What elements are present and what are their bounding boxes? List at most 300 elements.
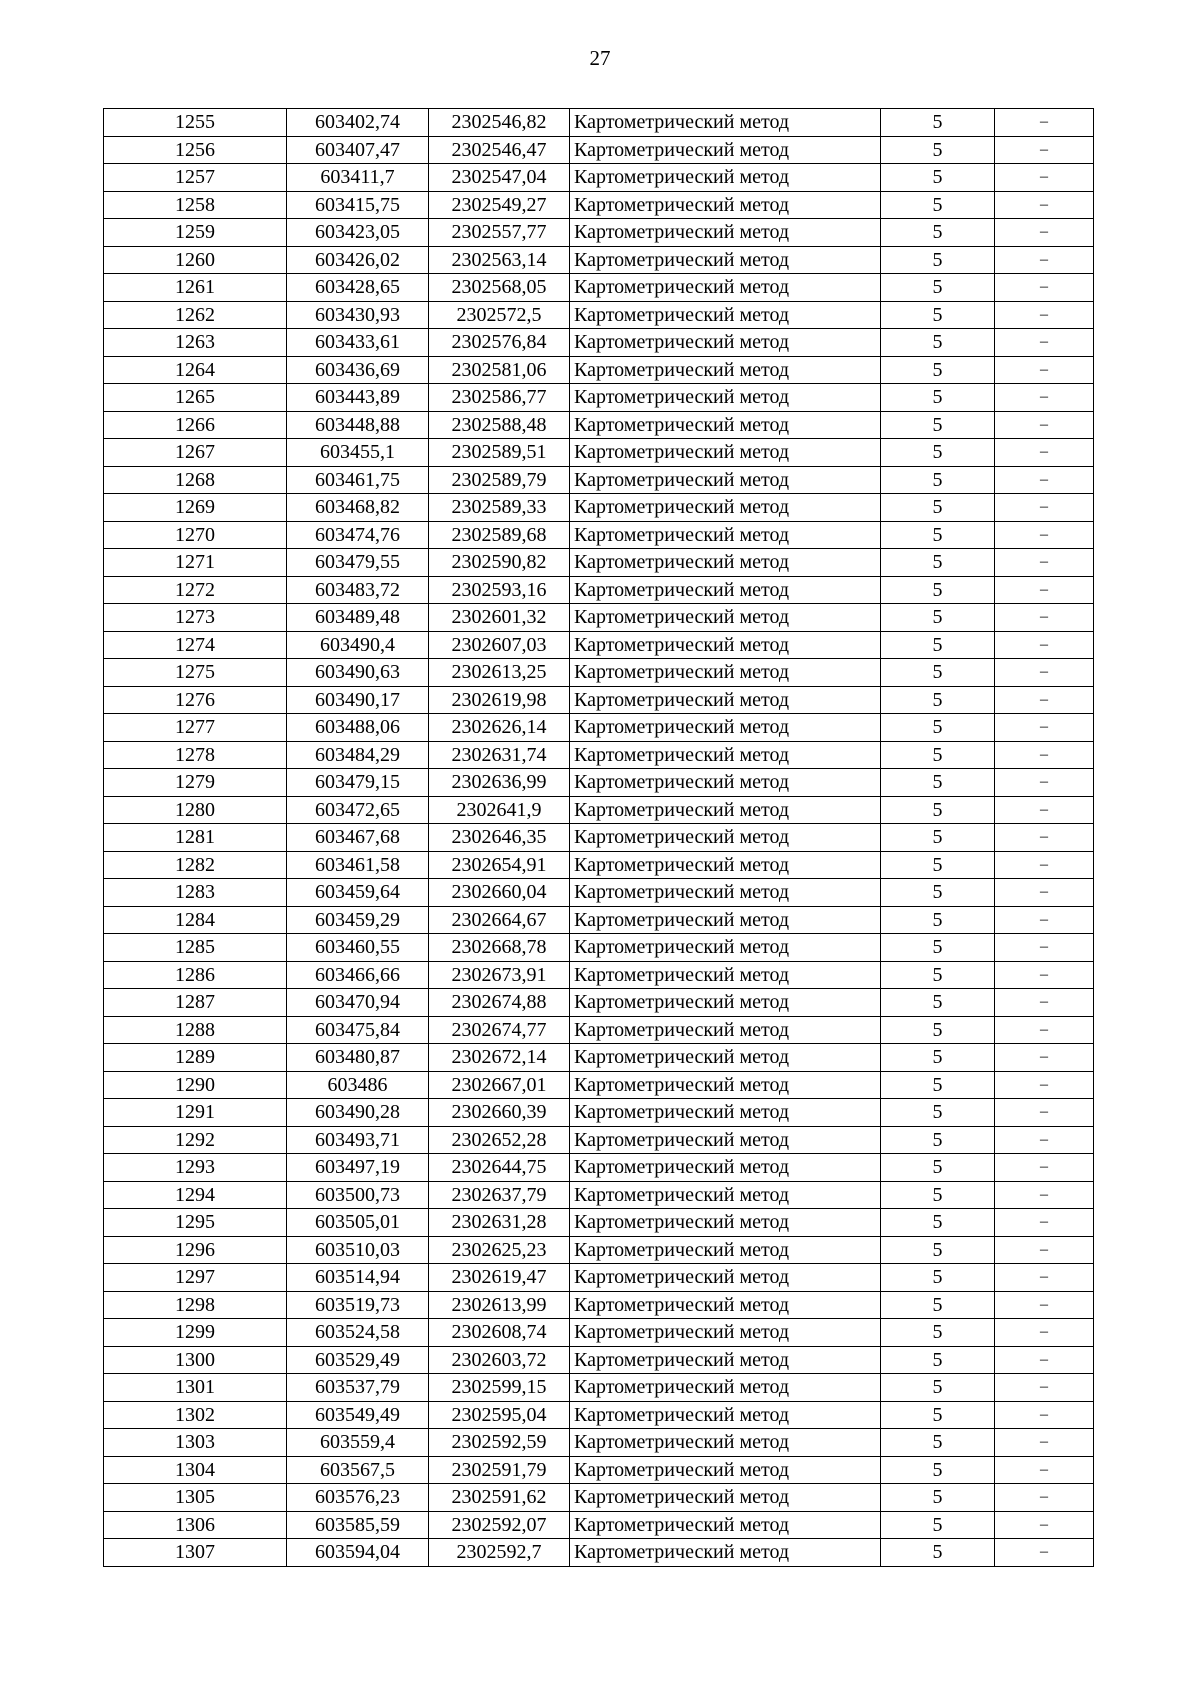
x-coordinate-cell: 603479,55 <box>287 549 429 577</box>
note-cell: – <box>995 109 1094 137</box>
accuracy-cell: 5 <box>881 769 995 797</box>
table-row <box>104 136 1094 164</box>
y-coordinate-cell: 2302591,62 <box>429 1484 570 1512</box>
table-row <box>104 466 1094 494</box>
note-cell: – <box>995 164 1094 192</box>
note-cell: – <box>995 384 1094 412</box>
x-coordinate-cell: 603594,04 <box>287 1539 429 1567</box>
note-cell: – <box>995 1181 1094 1209</box>
y-coordinate-cell: 2302601,32 <box>429 604 570 632</box>
note-cell: – <box>995 466 1094 494</box>
method-cell: Картометрический метод <box>570 1181 881 1209</box>
method-cell: Картометрический метод <box>570 1016 881 1044</box>
table-row <box>104 1319 1094 1347</box>
x-coordinate-cell: 603426,02 <box>287 246 429 274</box>
note-cell: – <box>995 1071 1094 1099</box>
method-cell: Картометрический метод <box>570 879 881 907</box>
x-coordinate-cell: 603433,61 <box>287 329 429 357</box>
note-cell: – <box>995 136 1094 164</box>
x-coordinate-cell: 603474,76 <box>287 521 429 549</box>
note-cell: – <box>995 961 1094 989</box>
point-number-cell: 1282 <box>104 851 287 879</box>
x-coordinate-cell: 603428,65 <box>287 274 429 302</box>
x-coordinate-cell: 603460,55 <box>287 934 429 962</box>
x-coordinate-cell: 603411,7 <box>287 164 429 192</box>
y-coordinate-cell: 2302636,99 <box>429 769 570 797</box>
accuracy-cell: 5 <box>881 301 995 329</box>
accuracy-cell: 5 <box>881 384 995 412</box>
x-coordinate-cell: 603443,89 <box>287 384 429 412</box>
point-number-cell: 1298 <box>104 1291 287 1319</box>
note-cell: – <box>995 1346 1094 1374</box>
method-cell: Картометрический метод <box>570 796 881 824</box>
y-coordinate-cell: 2302591,79 <box>429 1456 570 1484</box>
note-cell: – <box>995 686 1094 714</box>
y-coordinate-cell: 2302590,82 <box>429 549 570 577</box>
note-cell: – <box>995 219 1094 247</box>
y-coordinate-cell: 2302673,91 <box>429 961 570 989</box>
note-cell: – <box>995 1456 1094 1484</box>
x-coordinate-cell: 603505,01 <box>287 1209 429 1237</box>
table-row <box>104 521 1094 549</box>
coordinates-table <box>103 108 1094 1567</box>
note-cell: – <box>995 1539 1094 1567</box>
point-number-cell: 1306 <box>104 1511 287 1539</box>
accuracy-cell: 5 <box>881 961 995 989</box>
x-coordinate-cell: 603490,4 <box>287 631 429 659</box>
accuracy-cell: 5 <box>881 356 995 384</box>
table-row <box>104 631 1094 659</box>
x-coordinate-cell: 603470,94 <box>287 989 429 1017</box>
point-number-cell: 1296 <box>104 1236 287 1264</box>
accuracy-cell: 5 <box>881 1071 995 1099</box>
table-row <box>104 576 1094 604</box>
y-coordinate-cell: 2302646,35 <box>429 824 570 852</box>
method-cell: Картометрический метод <box>570 1319 881 1347</box>
point-number-cell: 1263 <box>104 329 287 357</box>
y-coordinate-cell: 2302589,33 <box>429 494 570 522</box>
table-row <box>104 1264 1094 1292</box>
accuracy-cell: 5 <box>881 714 995 742</box>
accuracy-cell: 5 <box>881 466 995 494</box>
x-coordinate-cell: 603500,73 <box>287 1181 429 1209</box>
accuracy-cell: 5 <box>881 1319 995 1347</box>
note-cell: – <box>995 1264 1094 1292</box>
y-coordinate-cell: 2302660,04 <box>429 879 570 907</box>
point-number-cell: 1264 <box>104 356 287 384</box>
table-row <box>104 109 1094 137</box>
method-cell: Картометрический метод <box>570 1511 881 1539</box>
x-coordinate-cell: 603514,94 <box>287 1264 429 1292</box>
accuracy-cell: 5 <box>881 1236 995 1264</box>
accuracy-cell: 5 <box>881 439 995 467</box>
method-cell: Картометрический метод <box>570 466 881 494</box>
point-number-cell: 1281 <box>104 824 287 852</box>
table-row <box>104 961 1094 989</box>
point-number-cell: 1303 <box>104 1429 287 1457</box>
table-row <box>104 246 1094 274</box>
point-number-cell: 1287 <box>104 989 287 1017</box>
accuracy-cell: 5 <box>881 136 995 164</box>
note-cell: – <box>995 191 1094 219</box>
point-number-cell: 1299 <box>104 1319 287 1347</box>
y-coordinate-cell: 2302660,39 <box>429 1099 570 1127</box>
accuracy-cell: 5 <box>881 191 995 219</box>
note-cell: – <box>995 1016 1094 1044</box>
method-cell: Картометрический метод <box>570 1154 881 1182</box>
table-row <box>104 1456 1094 1484</box>
accuracy-cell: 5 <box>881 494 995 522</box>
method-cell: Картометрический метод <box>570 851 881 879</box>
table-row <box>104 329 1094 357</box>
note-cell: – <box>995 934 1094 962</box>
accuracy-cell: 5 <box>881 824 995 852</box>
y-coordinate-cell: 2302641,9 <box>429 796 570 824</box>
accuracy-cell: 5 <box>881 1209 995 1237</box>
accuracy-cell: 5 <box>881 1126 995 1154</box>
method-cell: Картометрический метод <box>570 961 881 989</box>
method-cell: Картометрический метод <box>570 356 881 384</box>
x-coordinate-cell: 603461,58 <box>287 851 429 879</box>
method-cell: Картометрический метод <box>570 191 881 219</box>
x-coordinate-cell: 603489,48 <box>287 604 429 632</box>
table-row <box>104 1346 1094 1374</box>
table-row <box>104 1044 1094 1072</box>
note-cell: – <box>995 549 1094 577</box>
x-coordinate-cell: 603488,06 <box>287 714 429 742</box>
method-cell: Картометрический метод <box>570 1484 881 1512</box>
method-cell: Картометрический метод <box>570 659 881 687</box>
note-cell: – <box>995 576 1094 604</box>
method-cell: Картометрический метод <box>570 136 881 164</box>
note-cell: – <box>995 521 1094 549</box>
table-row <box>104 686 1094 714</box>
accuracy-cell: 5 <box>881 1016 995 1044</box>
note-cell: – <box>995 851 1094 879</box>
x-coordinate-cell: 603459,29 <box>287 906 429 934</box>
y-coordinate-cell: 2302607,03 <box>429 631 570 659</box>
note-cell: – <box>995 604 1094 632</box>
method-cell: Картометрический метод <box>570 109 881 137</box>
y-coordinate-cell: 2302631,74 <box>429 741 570 769</box>
method-cell: Картометрический метод <box>570 411 881 439</box>
point-number-cell: 1291 <box>104 1099 287 1127</box>
y-coordinate-cell: 2302563,14 <box>429 246 570 274</box>
method-cell: Картометрический метод <box>570 1374 881 1402</box>
table-row <box>104 989 1094 1017</box>
y-coordinate-cell: 2302664,67 <box>429 906 570 934</box>
note-cell: – <box>995 1319 1094 1347</box>
accuracy-cell: 5 <box>881 659 995 687</box>
accuracy-cell: 5 <box>881 1374 995 1402</box>
point-number-cell: 1295 <box>104 1209 287 1237</box>
y-coordinate-cell: 2302619,98 <box>429 686 570 714</box>
x-coordinate-cell: 603479,15 <box>287 769 429 797</box>
y-coordinate-cell: 2302667,01 <box>429 1071 570 1099</box>
method-cell: Картометрический метод <box>570 549 881 577</box>
note-cell: – <box>995 741 1094 769</box>
accuracy-cell: 5 <box>881 1511 995 1539</box>
accuracy-cell: 5 <box>881 1044 995 1072</box>
y-coordinate-cell: 2302576,84 <box>429 329 570 357</box>
point-number-cell: 1305 <box>104 1484 287 1512</box>
x-coordinate-cell: 603472,65 <box>287 796 429 824</box>
note-cell: – <box>995 1484 1094 1512</box>
y-coordinate-cell: 2302546,82 <box>429 109 570 137</box>
x-coordinate-cell: 603459,64 <box>287 879 429 907</box>
point-number-cell: 1257 <box>104 164 287 192</box>
accuracy-cell: 5 <box>881 411 995 439</box>
y-coordinate-cell: 2302572,5 <box>429 301 570 329</box>
point-number-cell: 1261 <box>104 274 287 302</box>
x-coordinate-cell: 603567,5 <box>287 1456 429 1484</box>
note-cell: – <box>995 1429 1094 1457</box>
accuracy-cell: 5 <box>881 1264 995 1292</box>
accuracy-cell: 5 <box>881 906 995 934</box>
method-cell: Картометрический метод <box>570 246 881 274</box>
point-number-cell: 1262 <box>104 301 287 329</box>
page-number: 27 <box>589 46 611 70</box>
table-row <box>104 1291 1094 1319</box>
note-cell: – <box>995 274 1094 302</box>
table-row <box>104 301 1094 329</box>
y-coordinate-cell: 2302589,68 <box>429 521 570 549</box>
point-number-cell: 1301 <box>104 1374 287 1402</box>
table-row <box>104 274 1094 302</box>
y-coordinate-cell: 2302593,16 <box>429 576 570 604</box>
point-number-cell: 1265 <box>104 384 287 412</box>
x-coordinate-cell: 603402,74 <box>287 109 429 137</box>
point-number-cell: 1289 <box>104 1044 287 1072</box>
table-row <box>104 411 1094 439</box>
y-coordinate-cell: 2302547,04 <box>429 164 570 192</box>
table-row <box>104 164 1094 192</box>
point-number-cell: 1290 <box>104 1071 287 1099</box>
table-row <box>104 1429 1094 1457</box>
point-number-cell: 1286 <box>104 961 287 989</box>
x-coordinate-cell: 603430,93 <box>287 301 429 329</box>
y-coordinate-cell: 2302588,48 <box>429 411 570 439</box>
y-coordinate-cell: 2302603,72 <box>429 1346 570 1374</box>
point-number-cell: 1284 <box>104 906 287 934</box>
x-coordinate-cell: 603559,4 <box>287 1429 429 1457</box>
method-cell: Картометрический метод <box>570 741 881 769</box>
accuracy-cell: 5 <box>881 576 995 604</box>
point-number-cell: 1275 <box>104 659 287 687</box>
point-number-cell: 1271 <box>104 549 287 577</box>
note-cell: – <box>995 411 1094 439</box>
note-cell: – <box>995 1401 1094 1429</box>
accuracy-cell: 5 <box>881 934 995 962</box>
x-coordinate-cell: 603490,63 <box>287 659 429 687</box>
point-number-cell: 1277 <box>104 714 287 742</box>
x-coordinate-cell: 603423,05 <box>287 219 429 247</box>
y-coordinate-cell: 2302631,28 <box>429 1209 570 1237</box>
accuracy-cell: 5 <box>881 246 995 274</box>
table-row <box>104 439 1094 467</box>
y-coordinate-cell: 2302674,88 <box>429 989 570 1017</box>
accuracy-cell: 5 <box>881 274 995 302</box>
accuracy-cell: 5 <box>881 164 995 192</box>
point-number-cell: 1260 <box>104 246 287 274</box>
x-coordinate-cell: 603483,72 <box>287 576 429 604</box>
accuracy-cell: 5 <box>881 1539 995 1567</box>
method-cell: Картометрический метод <box>570 329 881 357</box>
x-coordinate-cell: 603585,59 <box>287 1511 429 1539</box>
y-coordinate-cell: 2302592,59 <box>429 1429 570 1457</box>
point-number-cell: 1280 <box>104 796 287 824</box>
x-coordinate-cell: 603576,23 <box>287 1484 429 1512</box>
note-cell: – <box>995 1154 1094 1182</box>
note-cell: – <box>995 1511 1094 1539</box>
point-number-cell: 1267 <box>104 439 287 467</box>
method-cell: Картометрический метод <box>570 521 881 549</box>
method-cell: Картометрический метод <box>570 219 881 247</box>
accuracy-cell: 5 <box>881 1154 995 1182</box>
method-cell: Картометрический метод <box>570 494 881 522</box>
y-coordinate-cell: 2302592,7 <box>429 1539 570 1567</box>
point-number-cell: 1294 <box>104 1181 287 1209</box>
accuracy-cell: 5 <box>881 1099 995 1127</box>
y-coordinate-cell: 2302668,78 <box>429 934 570 962</box>
method-cell: Картометрический метод <box>570 1346 881 1374</box>
point-number-cell: 1269 <box>104 494 287 522</box>
point-number-cell: 1274 <box>104 631 287 659</box>
x-coordinate-cell: 603448,88 <box>287 411 429 439</box>
accuracy-cell: 5 <box>881 604 995 632</box>
point-number-cell: 1285 <box>104 934 287 962</box>
table-row <box>104 494 1094 522</box>
accuracy-cell: 5 <box>881 851 995 879</box>
accuracy-cell: 5 <box>881 989 995 1017</box>
table-row <box>104 934 1094 962</box>
y-coordinate-cell: 2302599,15 <box>429 1374 570 1402</box>
y-coordinate-cell: 2302619,47 <box>429 1264 570 1292</box>
point-number-cell: 1307 <box>104 1539 287 1567</box>
x-coordinate-cell: 603519,73 <box>287 1291 429 1319</box>
point-number-cell: 1270 <box>104 521 287 549</box>
note-cell: – <box>995 824 1094 852</box>
point-number-cell: 1268 <box>104 466 287 494</box>
note-cell: – <box>995 1099 1094 1127</box>
table-row <box>104 659 1094 687</box>
method-cell: Картометрический метод <box>570 989 881 1017</box>
note-cell: – <box>995 906 1094 934</box>
point-number-cell: 1302 <box>104 1401 287 1429</box>
point-number-cell: 1256 <box>104 136 287 164</box>
accuracy-cell: 5 <box>881 631 995 659</box>
table-row <box>104 356 1094 384</box>
y-coordinate-cell: 2302546,47 <box>429 136 570 164</box>
method-cell: Картометрический метод <box>570 714 881 742</box>
y-coordinate-cell: 2302644,75 <box>429 1154 570 1182</box>
method-cell: Картометрический метод <box>570 384 881 412</box>
point-number-cell: 1279 <box>104 769 287 797</box>
accuracy-cell: 5 <box>881 1291 995 1319</box>
table-row <box>104 1401 1094 1429</box>
table-row <box>104 549 1094 577</box>
note-cell: – <box>995 879 1094 907</box>
accuracy-cell: 5 <box>881 109 995 137</box>
table-row <box>104 1484 1094 1512</box>
accuracy-cell: 5 <box>881 686 995 714</box>
accuracy-cell: 5 <box>881 1401 995 1429</box>
table-row <box>104 191 1094 219</box>
note-cell: – <box>995 1374 1094 1402</box>
note-cell: – <box>995 439 1094 467</box>
table-row <box>104 906 1094 934</box>
method-cell: Картометрический метод <box>570 1099 881 1127</box>
x-coordinate-cell: 603475,84 <box>287 1016 429 1044</box>
table-row <box>104 1511 1094 1539</box>
y-coordinate-cell: 2302592,07 <box>429 1511 570 1539</box>
accuracy-cell: 5 <box>881 329 995 357</box>
x-coordinate-cell: 603415,75 <box>287 191 429 219</box>
y-coordinate-cell: 2302625,23 <box>429 1236 570 1264</box>
note-cell: – <box>995 769 1094 797</box>
table-row <box>104 879 1094 907</box>
method-cell: Картометрический метод <box>570 686 881 714</box>
x-coordinate-cell: 603468,82 <box>287 494 429 522</box>
point-number-cell: 1283 <box>104 879 287 907</box>
method-cell: Картометрический метод <box>570 164 881 192</box>
point-number-cell: 1292 <box>104 1126 287 1154</box>
method-cell: Картометрический метод <box>570 631 881 659</box>
note-cell: – <box>995 494 1094 522</box>
table-row <box>104 219 1094 247</box>
x-coordinate-cell: 603486 <box>287 1071 429 1099</box>
y-coordinate-cell: 2302672,14 <box>429 1044 570 1072</box>
method-cell: Картометрический метод <box>570 1071 881 1099</box>
accuracy-cell: 5 <box>881 879 995 907</box>
y-coordinate-cell: 2302595,04 <box>429 1401 570 1429</box>
note-cell: – <box>995 1126 1094 1154</box>
method-cell: Картометрический метод <box>570 576 881 604</box>
point-number-cell: 1272 <box>104 576 287 604</box>
point-number-cell: 1258 <box>104 191 287 219</box>
point-number-cell: 1278 <box>104 741 287 769</box>
method-cell: Картометрический метод <box>570 1429 881 1457</box>
point-number-cell: 1273 <box>104 604 287 632</box>
y-coordinate-cell: 2302568,05 <box>429 274 570 302</box>
point-number-cell: 1266 <box>104 411 287 439</box>
note-cell: – <box>995 356 1094 384</box>
accuracy-cell: 5 <box>881 1456 995 1484</box>
accuracy-cell: 5 <box>881 1346 995 1374</box>
method-cell: Картометрический метод <box>570 1264 881 1292</box>
table-row <box>104 1236 1094 1264</box>
note-cell: – <box>995 714 1094 742</box>
table-row <box>104 1154 1094 1182</box>
point-number-cell: 1300 <box>104 1346 287 1374</box>
method-cell: Картометрический метод <box>570 906 881 934</box>
note-cell: – <box>995 1209 1094 1237</box>
y-coordinate-cell: 2302654,91 <box>429 851 570 879</box>
note-cell: – <box>995 631 1094 659</box>
point-number-cell: 1255 <box>104 109 287 137</box>
method-cell: Картометрический метод <box>570 1236 881 1264</box>
method-cell: Картометрический метод <box>570 1291 881 1319</box>
method-cell: Картометрический метод <box>570 1209 881 1237</box>
method-cell: Картометрический метод <box>570 301 881 329</box>
accuracy-cell: 5 <box>881 219 995 247</box>
y-coordinate-cell: 2302589,51 <box>429 439 570 467</box>
coordinates-table-body <box>104 109 1094 1567</box>
method-cell: Картометрический метод <box>570 824 881 852</box>
x-coordinate-cell: 603466,66 <box>287 961 429 989</box>
table-row <box>104 1539 1094 1567</box>
note-cell: – <box>995 246 1094 274</box>
